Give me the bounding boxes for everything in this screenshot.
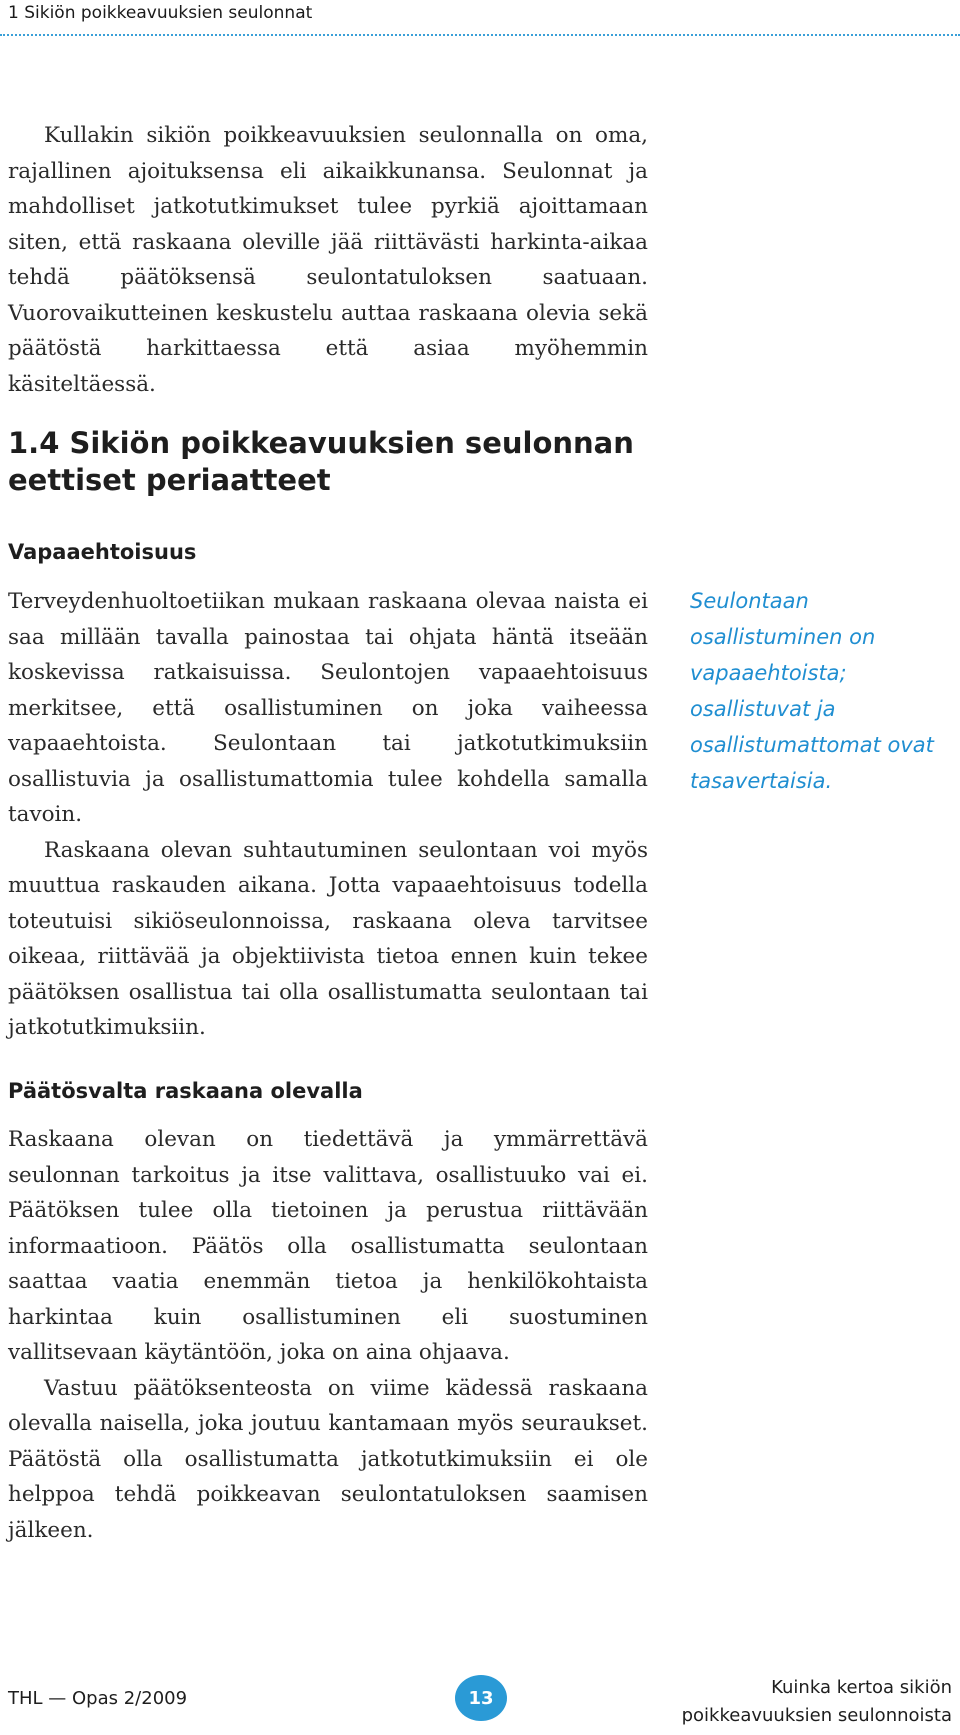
running-header: 1 Sikiön poikkeavuuksien seulonnat [8,3,313,23]
voluntariness-text [8,584,648,1046]
section-title: 1.4 Sikiön poikkeavuuksien seulonnan eettiset periaatteet [8,426,634,497]
decision-text [8,1122,648,1548]
voluntariness-paragraph-2: Raskaana olevan suhtautuminen seulontaan voi myös muuttua raskauden aikana. Jotta vapaaehtoisuus todella toteutuisi sikiöseulonnoissa, raskaana oleva tarvitsee oikeaa, riittävää ja objektiivista tietoa ennen kuin tekee päätöksen osallistua tai olla osallistumatta seulontaan tai jatkotutkimuksiin. [8,837,648,1040]
subheading-voluntariness: Vapaaehtoisuus [8,540,197,564]
footer-title [632,1674,952,1730]
intro-text [8,118,648,402]
footer-publication: THL — Opas 2/2009 [8,1688,188,1709]
margin-note: Seulontaan osallistuminen on vapaaehtoista; osallistuvat ja osallistumattomat ovat tasavertaisia. [690,589,934,793]
footer-title-line-1: Kuinka kertoa sikiön [771,1677,952,1698]
voluntariness-paragraph-1: Terveydenhuoltoetiikan mukaan raskaana olevaa naista ei saa millään tavalla painostaa tai ohjata häntä itseään koskevissa ratkaisuissa. Seulontojen vapaaehtoisuus merkitsee, että osallistuminen on joka vaiheessa vapaaehtoista. Seulontaan tai jatkotutkimuksiin osallistuvia ja osallistumattomia tulee kohdella samalla tavoin. [8,589,648,827]
subheading-decision: Päätösvalta raskaana olevalla [8,1079,363,1103]
intro-paragraph: Kullakin sikiön poikkeavuuksien seulonnalla on oma, rajallinen ajoituksensa eli aikaikkunansa. Seulonnat ja mahdolliset jatkotutkimukset tulee pyrkiä ajoittamaan siten, että raskaana oleville jää riittävästi harkinta-aikaa tehdä päätöksensä seulontatuloksen saatuaan. Vuorovaikutteinen keskustelu auttaa raskaana olevia sekä päätöstä harkittaessa että asiaa myöhemmin käsiteltäessä. [8,123,648,397]
header-divider [0,34,960,36]
decision-paragraph-1: Raskaana olevan on tiedettävä ja ymmärrettävä seulonnan tarkoitus ja itse valittava, osallistuuko vai ei. Päätöksen tulee olla tietoinen ja perustua riittävään informaatioon. Päätös olla osallistumatta seulontaan saattaa vaatia enemmän tietoa ja henkilökohtaista harkintaa kuin osallistuminen eli suostuminen vallitsevaan käytäntöön, joka on aina ohjaava. [8,1127,648,1365]
decision-paragraph-2: Vastuu päätöksenteosta on viime kädessä raskaana olevalla naisella, joka joutuu kantamaan myös seuraukset. Päätöstä olla osallistumatta jatkotutkimuksiin ei ole helppoa tehdä poikkeavan seulontatuloksen saamisen jälkeen. [8,1375,648,1543]
footer-title-line-2: poikkeavuuksien seulonnoista [681,1705,952,1726]
page-number-badge: 13 [455,1675,507,1721]
